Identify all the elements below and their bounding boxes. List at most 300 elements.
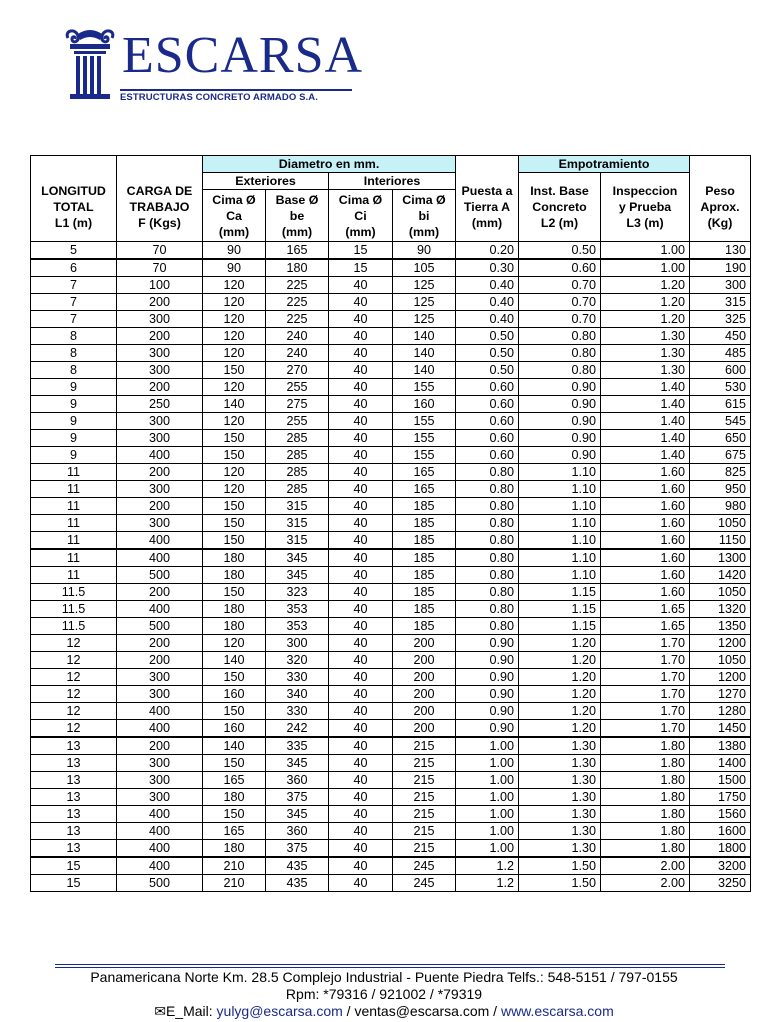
cell-peso: 1750: [690, 789, 751, 806]
cell-peso: 300: [690, 277, 751, 294]
cell-peso: 1600: [690, 823, 751, 840]
col-header-puesta: [456, 173, 519, 242]
cell-peso: 1450: [690, 720, 751, 738]
cell-carga: 500: [117, 618, 203, 635]
cell-cima-bi: 185: [393, 515, 456, 532]
col-header-longitud-line3: L1 (m): [54, 215, 93, 230]
cell-inst: 0.90: [519, 396, 601, 413]
cell-cima-ca: 160: [203, 686, 266, 703]
cell-puesta: 0.80: [456, 567, 519, 584]
cell-carga: 70: [117, 259, 203, 277]
footer-rule: [55, 964, 725, 965]
cell-peso: 530: [690, 379, 751, 396]
col-header-cima-bi-line1: Cima Ø: [402, 192, 446, 207]
col-header-longitud: [31, 173, 117, 242]
cell-puesta: 0.90: [456, 720, 519, 738]
table-row: [31, 464, 751, 481]
cell-cima-bi: 185: [393, 601, 456, 618]
table-row: [31, 703, 751, 720]
cell-puesta: 0.90: [456, 686, 519, 703]
cell-puesta: 0.80: [456, 464, 519, 481]
cell-base-be: 360: [266, 823, 329, 840]
cell-cima-ci: 40: [329, 532, 393, 550]
cell-inspeccion: 1.60: [601, 549, 690, 567]
cell-inspeccion: 1.80: [601, 789, 690, 806]
cell-inspeccion: 1.60: [601, 515, 690, 532]
cell-cima-ca: 140: [203, 396, 266, 413]
cell-longitud: 12: [31, 635, 117, 652]
cell-peso: 325: [690, 311, 751, 328]
cell-cima-ci: 40: [329, 447, 393, 464]
cell-cima-ca: 210: [203, 857, 266, 875]
cell-base-be: 180: [266, 259, 329, 277]
col-header-inspeccion-line1: Inspeccion: [612, 184, 678, 198]
cell-longitud: 13: [31, 840, 117, 858]
cell-longitud: 8: [31, 362, 117, 379]
cell-puesta: 0.60: [456, 379, 519, 396]
cell-puesta: 1.00: [456, 823, 519, 840]
cell-cima-ca: 165: [203, 772, 266, 789]
cell-cima-bi: 165: [393, 481, 456, 498]
cell-peso: 1150: [690, 532, 751, 550]
col-header-peso-line2: Aprox.: [700, 199, 740, 214]
cell-carga: 500: [117, 875, 203, 892]
cell-carga: 250: [117, 396, 203, 413]
col-header-cima-bi-line3: (mm): [408, 224, 440, 239]
header-blank-puesta: [456, 156, 519, 173]
cell-peso: 315: [690, 294, 751, 311]
cell-inspeccion: 1.60: [601, 498, 690, 515]
cell-cima-ca: 150: [203, 447, 266, 464]
table-row: [31, 532, 751, 550]
col-header-puesta-line1: Puesta a: [461, 183, 513, 198]
cell-longitud: 13: [31, 737, 117, 755]
cell-base-be: 285: [266, 430, 329, 447]
cell-puesta: 0.90: [456, 635, 519, 652]
col-header-carga-line2: TRABAJO: [129, 199, 190, 214]
cell-base-be: 345: [266, 567, 329, 584]
cell-cima-ci: 40: [329, 720, 393, 738]
email-separator: / ventas@escarsa.com /: [342, 1003, 501, 1019]
cell-cima-bi: 185: [393, 532, 456, 550]
cell-puesta: 0.50: [456, 328, 519, 345]
cell-carga: 300: [117, 515, 203, 532]
table-row: [31, 755, 751, 772]
cell-longitud: 9: [31, 413, 117, 430]
cell-cima-bi: 200: [393, 703, 456, 720]
cell-inspeccion: 1.00: [601, 242, 690, 260]
header-blank-longitud: [31, 156, 117, 173]
cell-cima-ci: 40: [329, 703, 393, 720]
col-header-peso-line1: Peso: [705, 183, 735, 198]
cell-carga: 200: [117, 294, 203, 311]
cell-cima-bi: 200: [393, 652, 456, 669]
cell-base-be: 320: [266, 652, 329, 669]
brand-name: ESCARSA: [122, 27, 364, 84]
cell-inspeccion: 1.60: [601, 464, 690, 481]
table-row: [31, 669, 751, 686]
cell-inspeccion: 1.60: [601, 481, 690, 498]
cell-cima-ci: 40: [329, 328, 393, 345]
cell-cima-ci: 40: [329, 515, 393, 532]
cell-inspeccion: 2.00: [601, 875, 690, 892]
cell-peso: 1280: [690, 703, 751, 720]
cell-cima-ci: 40: [329, 755, 393, 772]
cell-cima-bi: 215: [393, 772, 456, 789]
cell-longitud: 13: [31, 806, 117, 823]
cell-peso: 3200: [690, 857, 751, 875]
cell-cima-bi: 155: [393, 430, 456, 447]
cell-peso: 1200: [690, 635, 751, 652]
cell-longitud: 12: [31, 652, 117, 669]
website-link[interactable]: www.escarsa.com: [500, 1003, 614, 1019]
cell-inst: 0.70: [519, 294, 601, 311]
cell-inst: 1.20: [519, 652, 601, 669]
cell-peso: 190: [690, 259, 751, 277]
cell-inst: 0.80: [519, 362, 601, 379]
cell-carga: 300: [117, 345, 203, 362]
col-header-cima-bi-line2: bi: [418, 208, 430, 223]
col-header-cima-ca-line3: (mm): [218, 224, 250, 239]
cell-base-be: 435: [266, 875, 329, 892]
cell-cima-ca: 120: [203, 464, 266, 481]
cell-puesta: 0.30: [456, 259, 519, 277]
cell-peso: 1320: [690, 601, 751, 618]
table-row: [31, 515, 751, 532]
cell-inspeccion: 1.60: [601, 584, 690, 601]
table-row: [31, 549, 751, 567]
col-header-cima-ci-line3: (mm): [345, 224, 376, 239]
cell-puesta: 1.2: [456, 857, 519, 875]
cell-cima-ci: 40: [329, 857, 393, 875]
cell-carga: 200: [117, 635, 203, 652]
cell-base-be: 285: [266, 447, 329, 464]
cell-cima-ca: 120: [203, 481, 266, 498]
cell-cima-ci: 40: [329, 464, 393, 481]
group-header-empotramiento: Empotramiento: [519, 156, 690, 173]
table-row: [31, 772, 751, 789]
cell-cima-ci: 40: [329, 601, 393, 618]
cell-cima-bi: 215: [393, 789, 456, 806]
cell-cima-bi: 155: [393, 447, 456, 464]
cell-cima-ca: 140: [203, 737, 266, 755]
table-row: [31, 618, 751, 635]
cell-cima-ci: 40: [329, 498, 393, 515]
table-row: [31, 857, 751, 875]
cell-inspeccion: 1.40: [601, 447, 690, 464]
table-row: [31, 294, 751, 311]
cell-carga: 200: [117, 464, 203, 481]
cell-base-be: 255: [266, 413, 329, 430]
cell-inspeccion: 1.65: [601, 618, 690, 635]
cell-cima-ca: 120: [203, 413, 266, 430]
cell-longitud: 12: [31, 686, 117, 703]
cell-cima-bi: 245: [393, 857, 456, 875]
cell-inst: 1.20: [519, 686, 601, 703]
cell-inst: 1.30: [519, 772, 601, 789]
col-header-peso: [690, 173, 751, 242]
table-row: [31, 413, 751, 430]
footer-rule-secondary: [55, 967, 725, 968]
cell-peso: 1050: [690, 652, 751, 669]
cell-cima-ci: 40: [329, 772, 393, 789]
cell-base-be: 315: [266, 515, 329, 532]
cell-carga: 300: [117, 772, 203, 789]
cell-inst: 1.15: [519, 601, 601, 618]
cell-puesta: 0.40: [456, 294, 519, 311]
table-row: [31, 242, 751, 260]
cell-longitud: 9: [31, 430, 117, 447]
cell-longitud: 13: [31, 772, 117, 789]
cell-cima-ca: 150: [203, 498, 266, 515]
cell-puesta: 0.60: [456, 413, 519, 430]
cell-carga: 300: [117, 789, 203, 806]
cell-inspeccion: 1.20: [601, 294, 690, 311]
cell-peso: 950: [690, 481, 751, 498]
cell-peso: 1560: [690, 806, 751, 823]
cell-longitud: 11.5: [31, 601, 117, 618]
cell-cima-ci: 40: [329, 618, 393, 635]
cell-base-be: 335: [266, 737, 329, 755]
cell-inst: 1.30: [519, 755, 601, 772]
cell-inst: 1.30: [519, 806, 601, 823]
cell-cima-bi: 185: [393, 618, 456, 635]
col-header-inst-line1: Inst. Base: [530, 184, 589, 198]
cell-inst: 1.20: [519, 703, 601, 720]
cell-carga: 400: [117, 703, 203, 720]
cell-peso: 650: [690, 430, 751, 447]
col-header-cima-bi: [393, 190, 456, 242]
table-body: [31, 242, 751, 892]
cell-cima-bi: 185: [393, 498, 456, 515]
col-header-base-be-line1: Base Ø: [275, 192, 319, 207]
cell-cima-ca: 180: [203, 601, 266, 618]
cell-puesta: 0.90: [456, 652, 519, 669]
cell-cima-ca: 180: [203, 549, 266, 567]
cell-peso: 1300: [690, 549, 751, 567]
cell-cima-ci: 40: [329, 567, 393, 584]
cell-inst: 1.10: [519, 532, 601, 550]
cell-inspeccion: 1.60: [601, 567, 690, 584]
cell-base-be: 240: [266, 345, 329, 362]
cell-puesta: 0.90: [456, 669, 519, 686]
cell-inspeccion: 1.80: [601, 755, 690, 772]
cell-carga: 400: [117, 601, 203, 618]
cell-cima-ca: 150: [203, 362, 266, 379]
cell-base-be: 345: [266, 806, 329, 823]
cell-longitud: 11: [31, 567, 117, 584]
cell-cima-ca: 150: [203, 806, 266, 823]
cell-longitud: 9: [31, 447, 117, 464]
cell-cima-ci: 15: [329, 259, 393, 277]
cell-puesta: 0.80: [456, 481, 519, 498]
cell-base-be: 330: [266, 703, 329, 720]
cell-cima-ca: 210: [203, 875, 266, 892]
cell-base-be: 340: [266, 686, 329, 703]
cell-carga: 300: [117, 362, 203, 379]
cell-carga: 70: [117, 242, 203, 260]
cell-cima-bi: 215: [393, 840, 456, 858]
cell-base-be: 240: [266, 328, 329, 345]
cell-carga: 300: [117, 669, 203, 686]
cell-longitud: 11: [31, 464, 117, 481]
cell-cima-bi: 140: [393, 345, 456, 362]
cell-longitud: 13: [31, 755, 117, 772]
cell-inspeccion: 1.80: [601, 806, 690, 823]
table-row: [31, 584, 751, 601]
cell-carga: 400: [117, 806, 203, 823]
group-header-interiores: Interiores: [329, 173, 456, 190]
cell-base-be: 353: [266, 618, 329, 635]
cell-cima-ca: 180: [203, 618, 266, 635]
table-row: [31, 823, 751, 840]
cell-inst: 1.15: [519, 618, 601, 635]
cell-cima-bi: 160: [393, 396, 456, 413]
cell-cima-bi: 200: [393, 635, 456, 652]
cell-peso: 1800: [690, 840, 751, 858]
cell-longitud: 11: [31, 498, 117, 515]
cell-inspeccion: 1.70: [601, 703, 690, 720]
cell-peso: 1380: [690, 737, 751, 755]
table-row: [31, 789, 751, 806]
cell-carga: 400: [117, 549, 203, 567]
cell-puesta: 0.50: [456, 362, 519, 379]
cell-inspeccion: 1.80: [601, 772, 690, 789]
table-row: [31, 430, 751, 447]
cell-cima-bi: 215: [393, 806, 456, 823]
footer-contact: [0, 1003, 768, 1020]
cell-base-be: 345: [266, 755, 329, 772]
cell-inst: 0.90: [519, 447, 601, 464]
table-row: [31, 447, 751, 464]
cell-cima-bi: 125: [393, 311, 456, 328]
cell-cima-bi: 125: [393, 277, 456, 294]
cell-inspeccion: 1.70: [601, 669, 690, 686]
cell-cima-bi: 185: [393, 584, 456, 601]
col-header-carga-line1: CARGA DE: [126, 183, 193, 198]
cell-inst: 1.50: [519, 857, 601, 875]
cell-cima-ca: 180: [203, 567, 266, 584]
cell-carga: 300: [117, 755, 203, 772]
col-header-inst-line2: Concreto: [532, 200, 587, 214]
col-header-cima-ca-line1: Cima Ø: [212, 192, 256, 207]
cell-inst: 1.10: [519, 498, 601, 515]
cell-cima-ca: 120: [203, 345, 266, 362]
col-header-longitud-line2: TOTAL: [53, 199, 94, 214]
cell-base-be: 165: [266, 242, 329, 260]
cell-puesta: 1.2: [456, 875, 519, 892]
cell-inst: 1.10: [519, 464, 601, 481]
cell-puesta: 1.00: [456, 806, 519, 823]
table-row: [31, 737, 751, 755]
cell-longitud: 12: [31, 703, 117, 720]
cell-cima-bi: 165: [393, 464, 456, 481]
cell-base-be: 225: [266, 294, 329, 311]
cell-inst: 1.10: [519, 481, 601, 498]
cell-cima-bi: 105: [393, 259, 456, 277]
cell-longitud: 8: [31, 345, 117, 362]
header-blank-peso: [690, 156, 751, 173]
email-link-yulyg[interactable]: yulyg@escarsa.com: [216, 1003, 343, 1019]
cell-carga: 300: [117, 413, 203, 430]
cell-cima-ci: 40: [329, 430, 393, 447]
col-header-cima-ca-line2: Ca: [226, 208, 242, 223]
cell-peso: 675: [690, 447, 751, 464]
cell-base-be: 225: [266, 311, 329, 328]
cell-peso: 825: [690, 464, 751, 481]
cell-base-be: 345: [266, 549, 329, 567]
col-header-cima-ci: [329, 190, 393, 242]
col-header-longitud-line1: LONGITUD: [41, 183, 106, 198]
cell-cima-ca: 150: [203, 669, 266, 686]
cell-puesta: 0.40: [456, 311, 519, 328]
cell-cima-ci: 40: [329, 584, 393, 601]
cell-inst: 1.10: [519, 515, 601, 532]
cell-base-be: 285: [266, 464, 329, 481]
cell-longitud: 15: [31, 857, 117, 875]
cell-cima-ci: 40: [329, 413, 393, 430]
col-header-inst-line3: L2 (m): [540, 216, 579, 230]
table-row: [31, 345, 751, 362]
cell-cima-bi: 200: [393, 669, 456, 686]
cell-base-be: 242: [266, 720, 329, 738]
cell-base-be: 270: [266, 362, 329, 379]
cell-carga: 200: [117, 379, 203, 396]
cell-peso: 600: [690, 362, 751, 379]
col-header-carga: [117, 173, 203, 242]
cell-longitud: 7: [31, 294, 117, 311]
cell-base-be: 255: [266, 379, 329, 396]
col-header-inst: [519, 173, 601, 242]
cell-inspeccion: 1.70: [601, 635, 690, 652]
group-header-exteriores: Exteriores: [203, 173, 329, 190]
cell-peso: 980: [690, 498, 751, 515]
cell-cima-ci: 40: [329, 362, 393, 379]
cell-cima-ci: 40: [329, 737, 393, 755]
cell-carga: 300: [117, 430, 203, 447]
col-header-inspeccion-line2: y Prueba: [618, 200, 672, 214]
cell-base-be: 375: [266, 840, 329, 858]
cell-carga: 400: [117, 840, 203, 858]
table-row: [31, 686, 751, 703]
cell-inspeccion: 1.20: [601, 277, 690, 294]
cell-puesta: 0.80: [456, 601, 519, 618]
col-header-inspeccion: [601, 173, 690, 242]
cell-puesta: 0.40: [456, 277, 519, 294]
cell-inst: 0.60: [519, 259, 601, 277]
cell-base-be: 360: [266, 772, 329, 789]
cell-puesta: 0.60: [456, 447, 519, 464]
cell-base-be: 323: [266, 584, 329, 601]
column-capital-icon: [64, 28, 116, 100]
table-row: [31, 277, 751, 294]
header-blank-carga: [117, 156, 203, 173]
cell-peso: 3250: [690, 875, 751, 892]
cell-cima-bi: 90: [393, 242, 456, 260]
cell-base-be: 375: [266, 789, 329, 806]
cell-inst: 0.70: [519, 277, 601, 294]
cell-cima-ci: 40: [329, 294, 393, 311]
cell-cima-ci: 40: [329, 652, 393, 669]
cell-cima-bi: 125: [393, 294, 456, 311]
cell-longitud: 6: [31, 259, 117, 277]
table-row: [31, 481, 751, 498]
table-row: [31, 652, 751, 669]
cell-longitud: 11: [31, 515, 117, 532]
cell-puesta: 0.80: [456, 584, 519, 601]
cell-cima-bi: 185: [393, 567, 456, 584]
cell-longitud: 7: [31, 311, 117, 328]
